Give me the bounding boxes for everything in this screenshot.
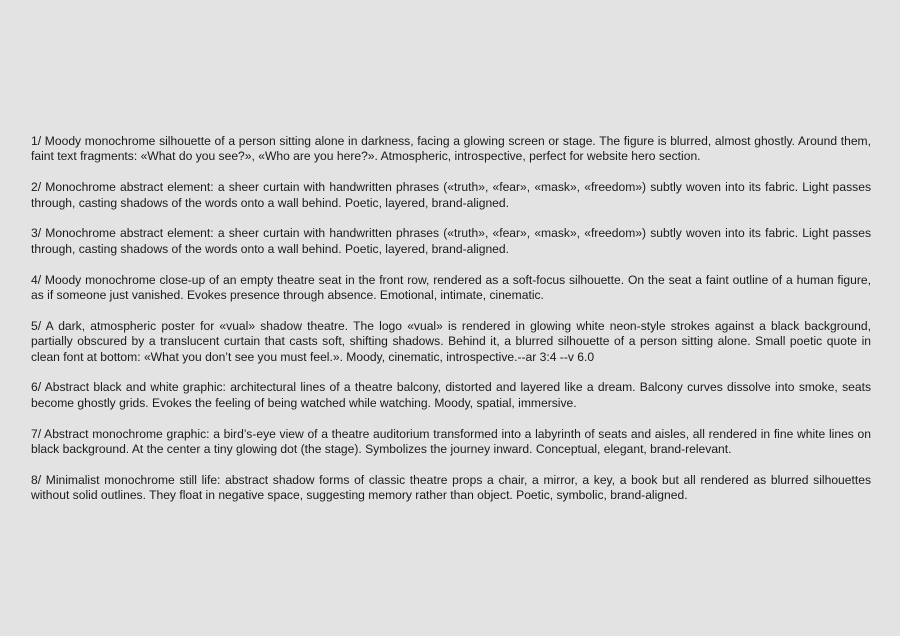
prompt-paragraph-2: 2/ Monochrome abstract element: a sheer curtain with handwritten phrases («truth», «fear», «mask», «freedom») subtly woven into its fabric. Light passes through, casting shadows of the words onto a wall behind. Poetic, layered, brand-aligned.	[31, 180, 871, 210]
prompt-paragraph-5: 5/ A dark, atmospheric poster for «vual» shadow theatre. The logo «vual» is rendered in glowing white neon-style strokes against a black background, partially obscured by a translucent curtain that casts soft, shifting shadows. Behind it, a blurred silhouette of a person sitting alone. Small poetic quote in clean font at bottom: «What you don’t see you must feel.». Moody, cinematic, introspective.--ar 3:4 --v 6.0	[31, 318, 871, 364]
prompt-list	[31, 134, 871, 504]
prompt-paragraph-6: 6/ Abstract black and white graphic: architectural lines of a theatre balcony, distorted and layered like a dream. Balcony curves dissolve into smoke, seats become ghostly grids. Evokes the feeling of being watched while watching. Moody, spatial, immersive.	[31, 380, 871, 410]
prompt-paragraph-4: 4/ Moody monochrome close-up of an empty theatre seat in the front row, rendered as a soft-focus silhouette. On the seat a faint outline of a human figure, as if someone just vanished. Evokes presence through absence. Emotional, intimate, cinematic.	[31, 272, 871, 303]
prompt-paragraph-3: 3/ Monochrome abstract element: a sheer curtain with handwritten phrases («truth», «fear», «mask», «freedom») subtly woven into its fabric. Light passes through, casting shadows of the words onto a wall behind. Poetic, layered, brand-aligned.	[31, 226, 871, 256]
prompt-paragraph-1: 1/ Moody monochrome silhouette of a person sitting alone in darkness, facing a glowing screen or stage. The figure is blurred, almost ghostly. Around them, faint text fragments: «What do you see?», «Who are you here?». Atmospheric, introspective, perfect for website hero section.	[31, 134, 871, 164]
prompt-paragraph-8: 8/ Minimalist monochrome still life: abstract shadow forms of classic theatre props a chair, a mirror, a key, a book but all rendered as blurred silhouettes without solid outlines. They float in negative space, suggesting memory rather than object. Poetic, symbolic, brand-aligned.	[31, 472, 871, 503]
prompt-paragraph-7: 7/ Abstract monochrome graphic: a bird’s-eye view of a theatre auditorium transformed into a labyrinth of seats and aisles, all rendered in fine white lines on black background. At the center a tiny glowing dot (the stage). Symbolizes the journey inward. Conceptual, elegant, brand-relevant.	[31, 426, 871, 457]
